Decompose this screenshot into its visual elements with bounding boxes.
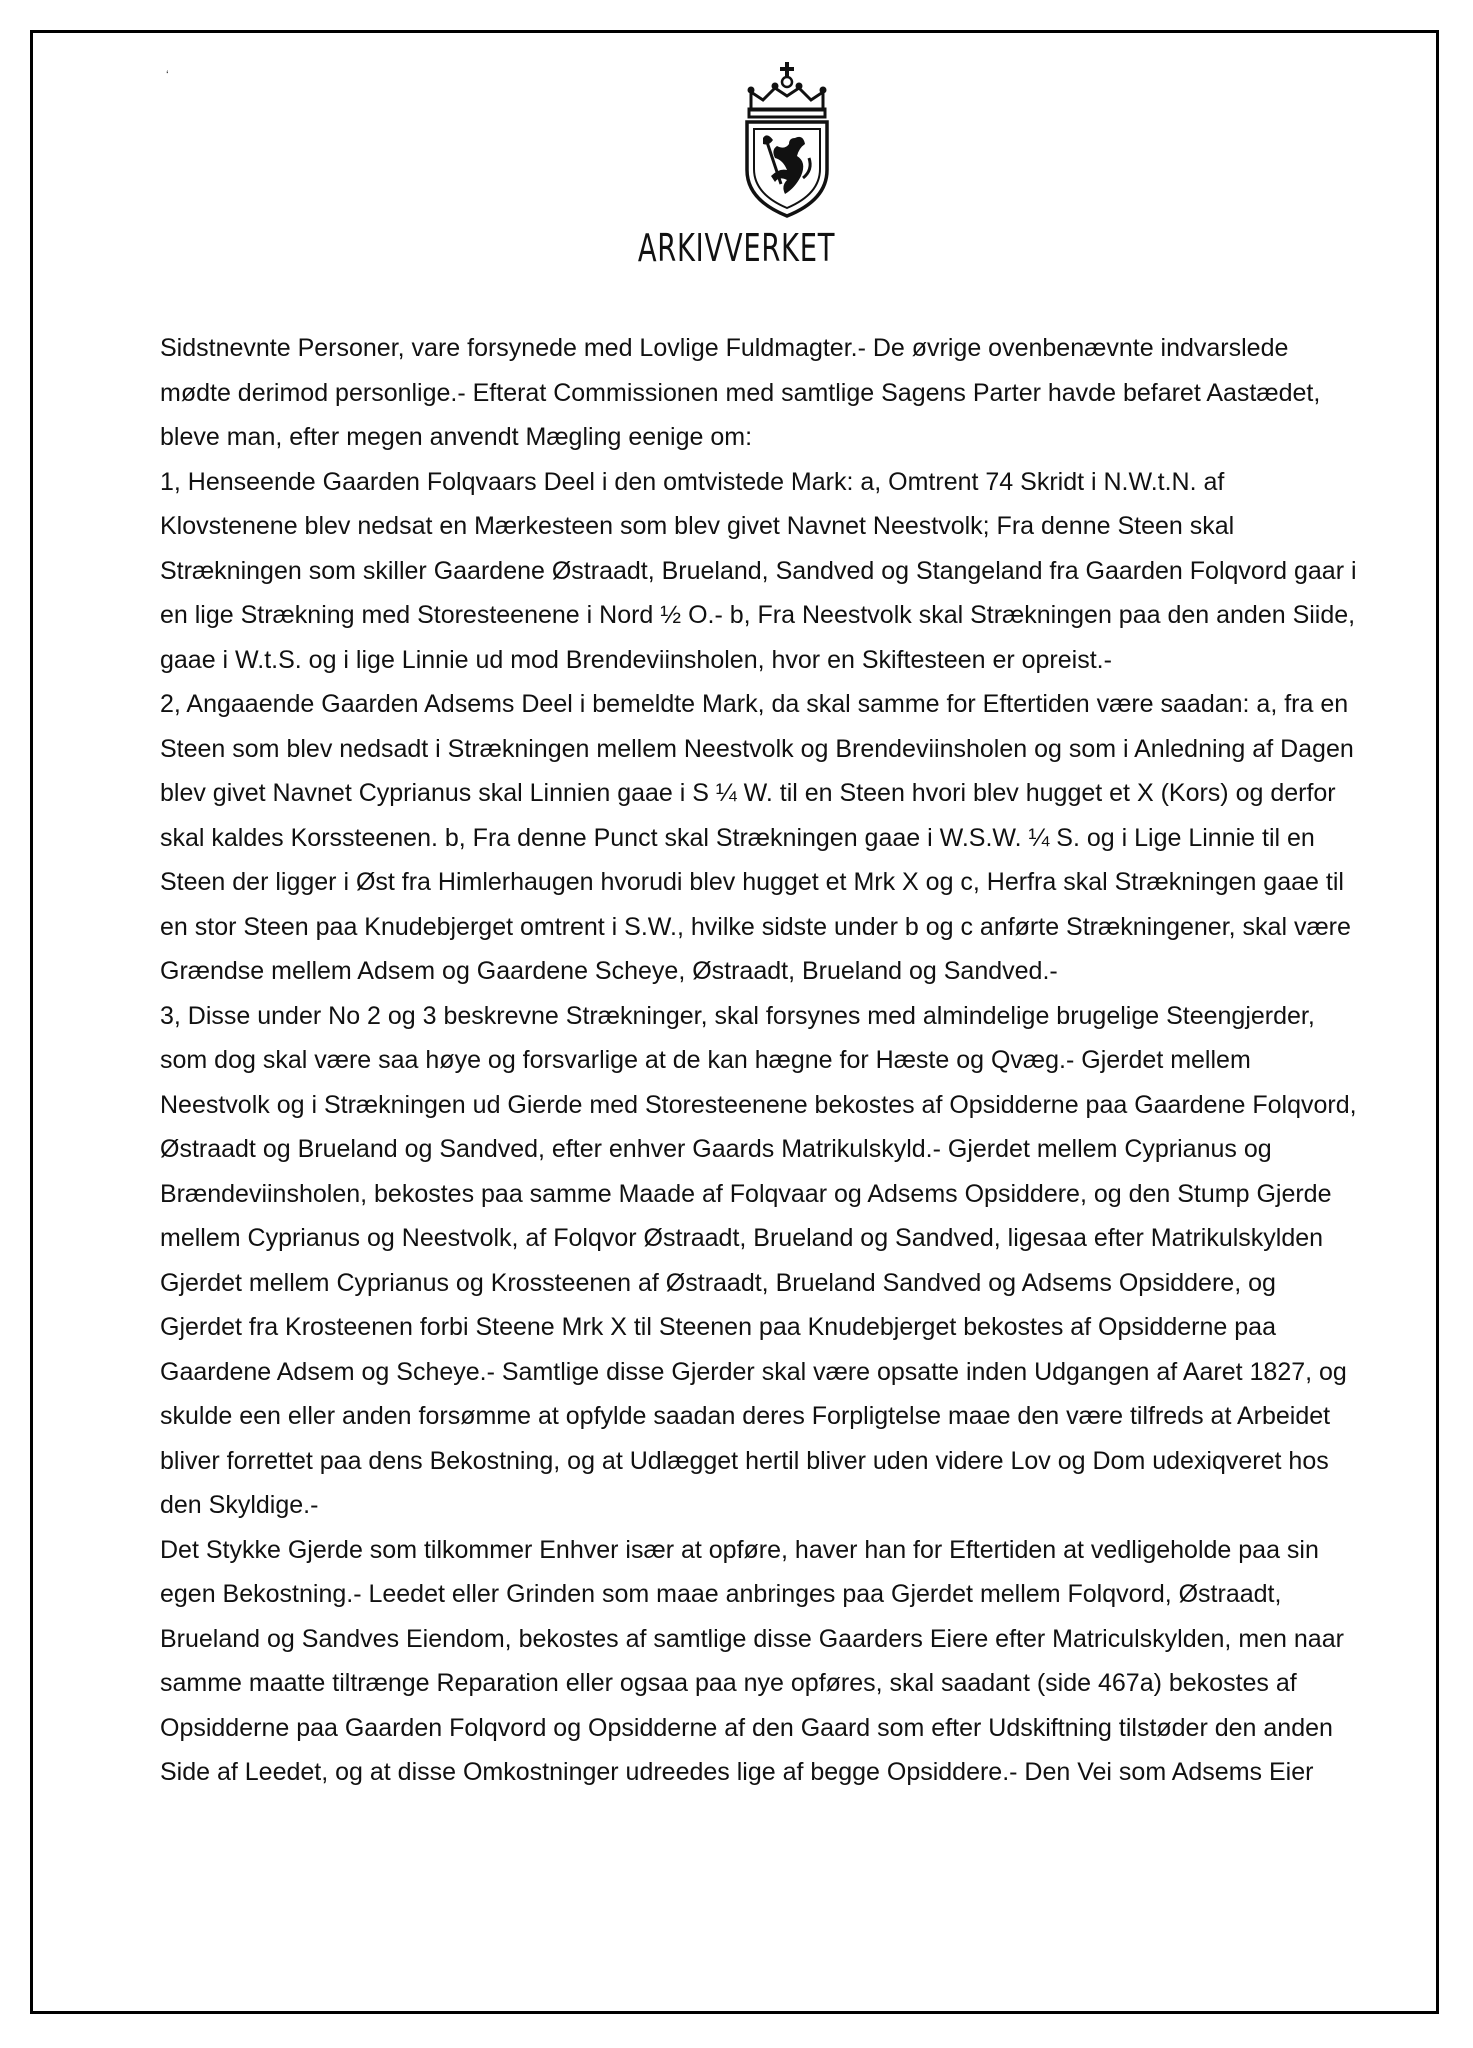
text-line: bleve man, efter megen anvendt Mægling eenige om: bbox=[160, 423, 753, 451]
text-line: Strækningen som skiller Gaardene Østraadt, Brueland, Sandved og Stangeland fra Gaarden Folqvord gaar i bbox=[160, 556, 1357, 585]
text-line: Østraadt og Brueland og Sandved, efter enhver Gaards Matrikulskyld.- Gjerdet mellem Cyprianus og bbox=[160, 1135, 1272, 1163]
text-line: 1, Henseende Gaarden Folqvaars Deel i den omtvistede Mark: a, Omtrent 74 Skridt i N.W.t.N. af bbox=[160, 467, 1225, 496]
stray-mark: ‘ bbox=[166, 68, 169, 82]
coat-of-arms-icon bbox=[737, 60, 837, 220]
text-line: 2, Angaaende Gaarden Adsems Deel i bemeldte Mark, da skal samme for Eftertiden være saadan: a, fra en bbox=[160, 690, 1349, 718]
text-line: Opsidderne paa Gaarden Folqvord og Opsidderne af den Gaard som efter Udskiftning tilstøder den anden bbox=[160, 1713, 1333, 1742]
text-line: 3, Disse under No 2 og 3 beskrevne Strækninger, skal forsynes med almindelige brugelige Steengjerder, bbox=[160, 1001, 1315, 1030]
document-body bbox=[160, 326, 1400, 1795]
text-line: bliver forrettet paa dens Bekostning, og at Udlægget hertil bliver uden videre Lov og Dom udexiqveret hos bbox=[160, 1446, 1329, 1475]
text-line: Brueland og Sandves Eiendom, bekostes af samtlige disse Gaarders Eiere efter Matriculskylden, men naar bbox=[160, 1624, 1344, 1653]
text-line: Gjerdet fra Krosteenen forbi Steene Mrk X til Steenen paa Knudebjerget bekostes af Opsidderne paa bbox=[160, 1313, 1276, 1341]
text-line: Klovstenene blev nedsat en Mærkesteen som blev givet Navnet Neestvolk; Fra denne Steen skal bbox=[160, 512, 1235, 540]
text-line: skal kaldes Korssteenen. b, Fra denne Punct skal Strækningen gaae i W.S.W. ¼ S. og i Lige Linnie til en bbox=[160, 823, 1315, 852]
text-line: gaae i W.t.S. og i lige Linnie ud mod Brendeviinsholen, hvor en Skiftesteen er opreist.- bbox=[160, 645, 1112, 674]
text-line: samme maatte tiltrænge Reparation eller ogsaa paa nye opføres, skal saadant (side 467a) bekostes af bbox=[160, 1669, 1297, 1697]
text-line: den Skyldige.- bbox=[160, 1491, 319, 1519]
text-line: egen Bekostning.- Leedet eller Grinden som maae anbringes paa Gjerdet mellem Folqvord, Østraadt, bbox=[160, 1580, 1282, 1608]
text-line: Sidstnevnte Personer, vare forsynede med Lovlige Fuldmagter.- De øvrige ovenbenævnte indvarslede bbox=[160, 334, 1289, 362]
text-line: en stor Steen paa Knudebjerget omtrent i S.W., hvilke sidste under b og c anførte Strækningener, skal være bbox=[160, 912, 1351, 941]
text-line: Grændse mellem Adsem og Gaardene Scheye, Østraadt, Brueland og Sandved.- bbox=[160, 957, 1058, 985]
text-line: Det Stykke Gjerde som tilkommer Enhver især at opføre, haver han for Eftertiden at vedligeholde paa sin bbox=[160, 1535, 1319, 1564]
text-line: skulde een eller anden forsømme at opfylde saadan deres Forpligtelse maae den være tilfreds at Arbeidet bbox=[160, 1402, 1331, 1430]
text-line: som dog skal være saa høye og forsvarlige at de kan hægne for Hæste og Qvæg.- Gjerdet mellem bbox=[160, 1046, 1251, 1074]
text-line: Steen som blev nedsadt i Strækningen mellem Neestvolk og Brendeviinsholen og som i Anledning af Dagen bbox=[160, 734, 1354, 763]
text-line: mellem Cyprianus og Neestvolk, af Folqvor Østraadt, Brueland og Sandved, ligesaa efter Matrikulskylden bbox=[160, 1224, 1324, 1252]
brand-title: ARKIVVERKET bbox=[637, 226, 836, 270]
text-line: Steen der ligger i Øst fra Himlerhaugen hvorudi blev hugget et Mrk X og c, Herfra skal Strækningen gaae til bbox=[160, 868, 1344, 896]
text-line: mødte derimod personlige.- Efterat Commissionen med samtlige Sagens Parter havde befaret Aastædet, bbox=[160, 378, 1321, 407]
text-line: blev givet Navnet Cyprianus skal Linnien gaae i S ¼ W. til en Steen hvori blev hugget et X (Kors) og derfor bbox=[160, 779, 1336, 807]
text-line: Side af Leedet, og at disse Omkostninger udreedes lige af begge Opsiddere.- Den Vei som Adsems Eier bbox=[160, 1758, 1314, 1786]
text-line: Neestvolk og i Strækningen ud Gierde med Storesteenene bekostes af Opsidderne paa Gaardene Folqvord, bbox=[160, 1090, 1357, 1119]
text-line: Gjerdet mellem Cyprianus og Krossteenen af Østraadt, Brueland Sandved og Adsems Opsiddere, og bbox=[160, 1268, 1276, 1297]
text-line: Brændeviinsholen, bekostes paa samme Maade af Folqvaar og Adsems Opsiddere, og den Stump Gjerde bbox=[160, 1179, 1332, 1208]
text-line: Gaardene Adsem og Scheye.- Samtlige disse Gjerder skal være opsatte inden Udgangen af Aaret 1827, og bbox=[160, 1357, 1347, 1386]
text-line: en lige Strækning med Storesteenene i Nord ½ O.- b, Fra Neestvolk skal Strækningen paa den anden Siide, bbox=[160, 601, 1356, 629]
